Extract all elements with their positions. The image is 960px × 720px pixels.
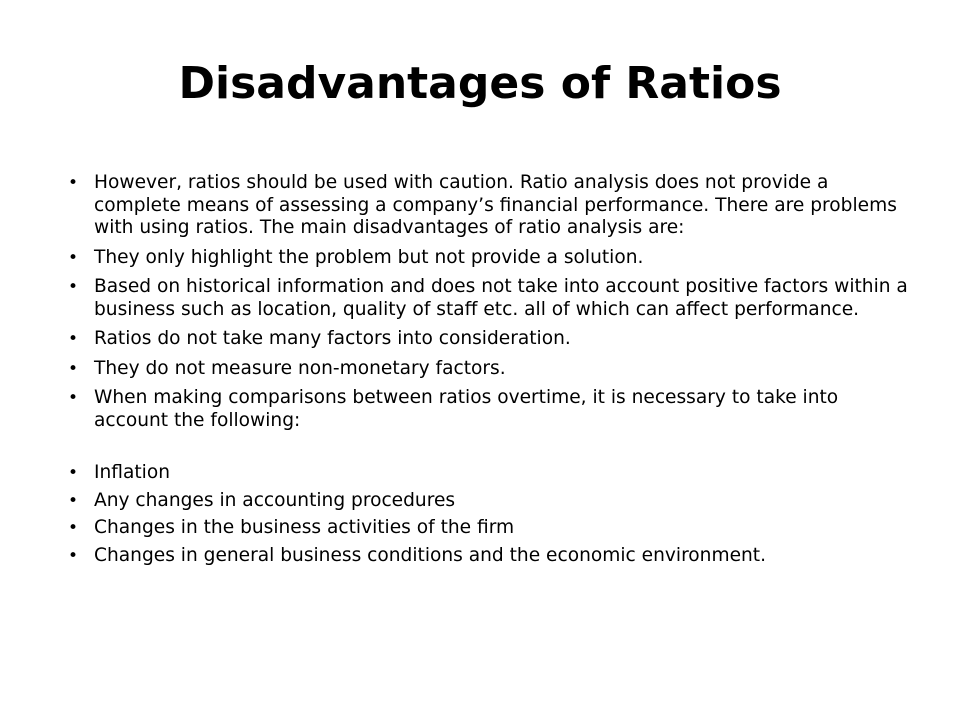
bullet-icon: • bbox=[68, 247, 79, 268]
bullet-item bbox=[66, 387, 916, 432]
bullet-list bbox=[66, 172, 916, 567]
bullet-icon: • bbox=[68, 173, 79, 193]
bullet-icon: • bbox=[68, 545, 79, 566]
bullet-text: Changes in general business conditions and the economic environment. bbox=[94, 544, 766, 566]
bullet-text: They do not measure non-monetary factors. bbox=[94, 357, 506, 379]
bullet-text: Based on historical information and does not take into account positive factors within a business such as location, quality of staff etc. all of which can affect performance. bbox=[94, 276, 908, 320]
bullet-icon: • bbox=[68, 277, 79, 297]
bullet-item bbox=[66, 462, 916, 485]
bullet-text: Ratios do not take many factors into consideration. bbox=[94, 328, 571, 349]
bullet-text: Inflation bbox=[94, 462, 170, 483]
bullet-item bbox=[66, 517, 916, 540]
slide-title: Disadvantages of Ratios bbox=[178, 58, 782, 109]
bullet-item bbox=[66, 276, 916, 321]
bullet-text: They only highlight the problem but not provide a solution. bbox=[94, 246, 644, 268]
bullet-icon: • bbox=[68, 490, 79, 511]
bullet-icon: • bbox=[68, 329, 79, 349]
bullet-item bbox=[66, 490, 916, 513]
bullet-item bbox=[66, 247, 916, 270]
bullet-text: When making comparisons between ratios overtime, it is necessary to take into account the following: bbox=[94, 387, 839, 431]
bullet-icon: • bbox=[68, 388, 79, 408]
bullet-item bbox=[66, 328, 916, 351]
slide-body bbox=[66, 172, 916, 572]
bullet-icon: • bbox=[68, 518, 79, 538]
bullet-icon: • bbox=[68, 463, 79, 483]
bullet-item bbox=[66, 545, 916, 568]
bullet-item bbox=[66, 358, 916, 381]
bullet-icon: • bbox=[68, 358, 79, 379]
bullet-item bbox=[66, 172, 916, 240]
bullet-text: Any changes in accounting procedures bbox=[94, 489, 456, 511]
bullet-text: Changes in the business activities of the firm bbox=[94, 517, 515, 538]
bullet-text: However, ratios should be used with caution. Ratio analysis does not provide a complete means of assessing a company’s financial performance. There are problems with using ratios. The main disadvantages of ratio analysis are: bbox=[94, 172, 897, 238]
